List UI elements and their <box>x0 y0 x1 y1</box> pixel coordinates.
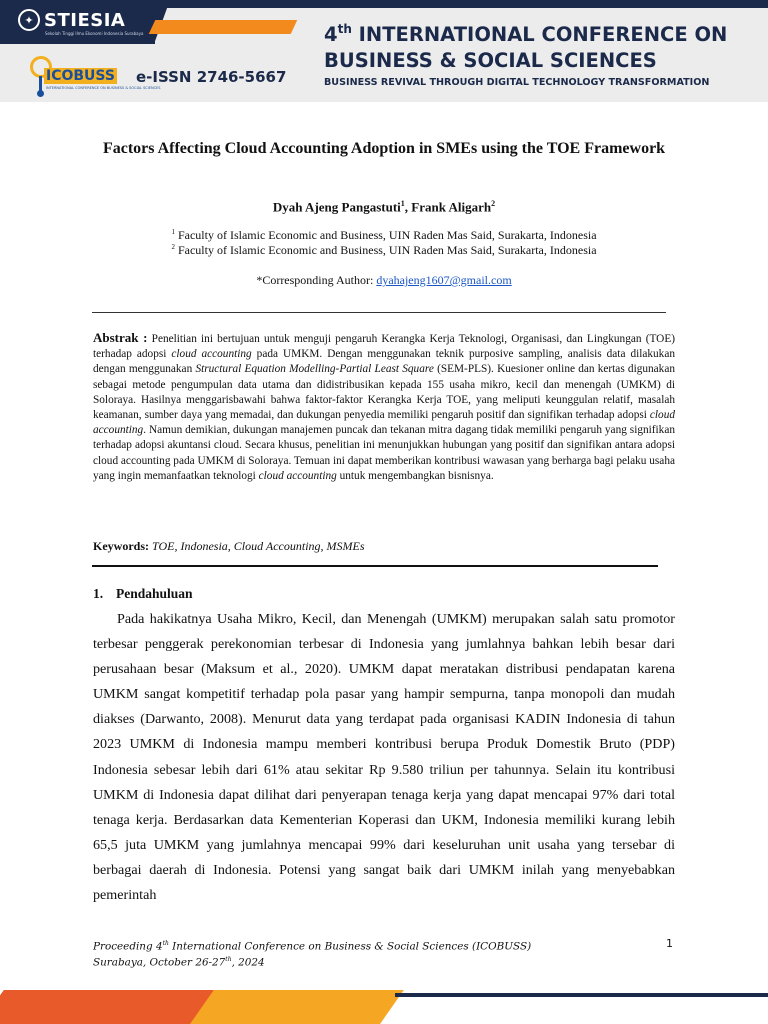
header-orange-bar <box>149 20 298 34</box>
footer-line2: Surabaya, October 26-27 <box>93 956 226 969</box>
stiesia-logo <box>18 9 125 31</box>
corresponding-author <box>92 273 676 288</box>
corresponding-label: *Corresponding Author: <box>256 273 377 287</box>
keywords-line <box>93 539 365 554</box>
affiliation-line <box>92 228 676 243</box>
section-number: 1. <box>93 586 104 601</box>
section-heading <box>93 586 193 602</box>
conference-ordinal-suffix: th <box>337 22 352 36</box>
conference-header <box>0 0 768 102</box>
section-title: Pendahuluan <box>116 586 193 601</box>
separator-line <box>92 565 658 567</box>
issn-label: e-ISSN 2746-5667 <box>136 68 287 86</box>
footer-line2-rest: , 2024 <box>231 956 265 969</box>
author-separator: , <box>404 199 412 215</box>
author-name: Dyah Ajeng Pangastuti <box>272 199 401 215</box>
intro-paragraph: Pada hakikatnya Usaha Mikro, Kecil, dan Menengah (UMKM) merupakan salah satu promotor terbesar penggerak perekonomian terbesar di Indonesia yang jumlahnya bahkan lebih besar dari perusahaan besar (Maksum et al., 2020). UMKM dapat meratakan distribusi pendapatan karena UMKM sangat kompetitif terhadap pola pasar yang hampir sempurna, tanpa monopoli dan mudah diakses (Darwanto, 2008). Menurut data yang terdapat pada organisasi KADIN Indonesia di tahun 2023 UMKM di Indonesia mampu memberi kontribusi berupa Produk Domestik Bruto (PDP) Indonesia sebesar lebih dari 61% atau sekitar Rp 9.580 triliun per tahunnya. Selain itu kontribusi UMKM di Indonesia dapat dilihat dari penyerapan tenaga kerja yang dapat mencapai 97% dari total tenaga kerja. Berdasarkan data Kementerian Koperasi dan UKM, Indonesia memiliki kurang lebih 65,5 juta UMKM yang jumlahnya mencapai 99% dari keseluruhan unit usaha yang tersebar di berbagai daerah di Indonesia. Potensi yang sangat baik dari UMKM inilah yang menyebabkan pemerintah <box>93 611 675 904</box>
separator-line <box>92 312 666 313</box>
abstract-term: cloud accounting <box>258 469 337 482</box>
paper-authors <box>92 199 676 215</box>
affiliation-marker: 1 <box>171 228 175 236</box>
paper-title: Factors Affecting Cloud Accounting Adoption in SMEs using the TOE Framework <box>102 140 666 157</box>
conference-title <box>324 22 727 74</box>
icobuss-logo-text: ICOBUSS <box>46 68 115 84</box>
footer-line1: Proceeding 4 <box>93 940 163 953</box>
affiliation-text: Faculty of Islamic Economic and Business, UIN Raden Mas Said, Surakarta, Indonesia <box>174 228 597 242</box>
abstract-text: pada UMKM. Dengan menggunakan teknik purposive sampling, analisis data dilakukan dengan menggunakan <box>93 348 675 376</box>
abstract-text: untuk mengembangkan bisnisnya. <box>336 469 494 482</box>
conference-tagline: BUSINESS REVIVAL THROUGH DIGITAL TECHNOLOGY TRANSFORMATION <box>324 77 710 88</box>
footer-navy-line <box>395 993 768 997</box>
conference-ordinal: 4 <box>324 23 338 46</box>
footer-sup: th <box>162 940 169 947</box>
conference-title-line1: INTERNATIONAL CONFERENCE ON <box>351 23 728 46</box>
footer-sup: th <box>225 956 232 964</box>
keywords-label: Keywords: <box>93 539 149 553</box>
icobuss-logo-subtext: INTERNATIONAL CONFERENCE ON BUSINESS & SOCIAL SCIENCES <box>46 86 161 90</box>
abstract-text: Penelitian ini bertujuan untuk menguji pengaruh Kerangka Kerja Teknologi, Organisasi, dan Lingkungan (TOE) terhadap adopsi <box>93 333 675 361</box>
author-affil-marker: 1 <box>400 199 405 208</box>
author-affil-marker: 2 <box>491 199 496 208</box>
stiesia-seal-icon: ✦ <box>18 9 40 31</box>
footer-orange-bar <box>190 990 404 1024</box>
affiliation-line <box>92 243 676 258</box>
abstract-text: (SEM-PLS). Kuesioner online dan kertas digunakan sebagai metode pengumpulan data utama dan didistribusikan kepada 155 usaha mikro, kecil dan menengah (UMKM) di Soloraya. Hasilnya menggarisbawahi bahwa faktor-faktor Kerangka Kerja TOE, yang meliputi keunggulan relatif, masalah keamanan, sumber daya yang memadai, dan dukungan penyedia memiliki pengaruh positif dan signifikan terhadap adopsi <box>93 363 675 422</box>
stiesia-logo-subtext: Sekolah Tinggi Ilmu Ekonomi Indonesia Surabaya <box>45 31 144 36</box>
stiesia-logo-text: STIESIA <box>44 9 126 31</box>
affiliation-text: Faculty of Islamic Economic and Business, UIN Raden Mas Said, Surakarta, Indonesia <box>174 243 597 257</box>
abstract-term: cloud accounting <box>171 348 252 361</box>
page-number: 1 <box>666 937 673 950</box>
icobuss-logo <box>30 54 161 96</box>
footer-line1-rest: International Conference on Business & Social Sciences (ICOBUSS) <box>168 940 532 953</box>
affiliation-marker: 2 <box>171 243 175 251</box>
abstract-paragraph <box>93 330 675 484</box>
abstract-label: Abstrak : <box>93 330 148 345</box>
abstract-term: cloud accounting <box>93 409 675 437</box>
proceeding-footer <box>93 937 531 970</box>
corresponding-email-link[interactable]: dyahajeng1607@gmail.com <box>376 273 512 287</box>
icobuss-logo-dot <box>37 90 44 97</box>
keywords-list: TOE, Indonesia, Cloud Accounting, MSMEs <box>149 539 365 553</box>
conference-title-line2: BUSINESS & SOCIAL SCIENCES <box>324 49 657 72</box>
author-name: Frank Aligarh <box>411 199 492 215</box>
abstract-term: Structural Equation Modelling-Partial Least Square <box>195 363 434 376</box>
abstract-text: . Namun demikian, dukungan manajemen puncak dan tekanan mitra dagang tidak memiliki pengaruh yang signifikan terhadap adopsi akuntansi cloud. Secara khusus, penelitian ini menunjukkan hubungan yang positif dan signifikan antara adopsi cloud accounting pada UMKM di Soloraya. Temuan ini dapat memberikan kontribusi wawasan yang berharga bagi pelaku usaha yang ingin memanfaatkan teknologi <box>93 424 675 482</box>
